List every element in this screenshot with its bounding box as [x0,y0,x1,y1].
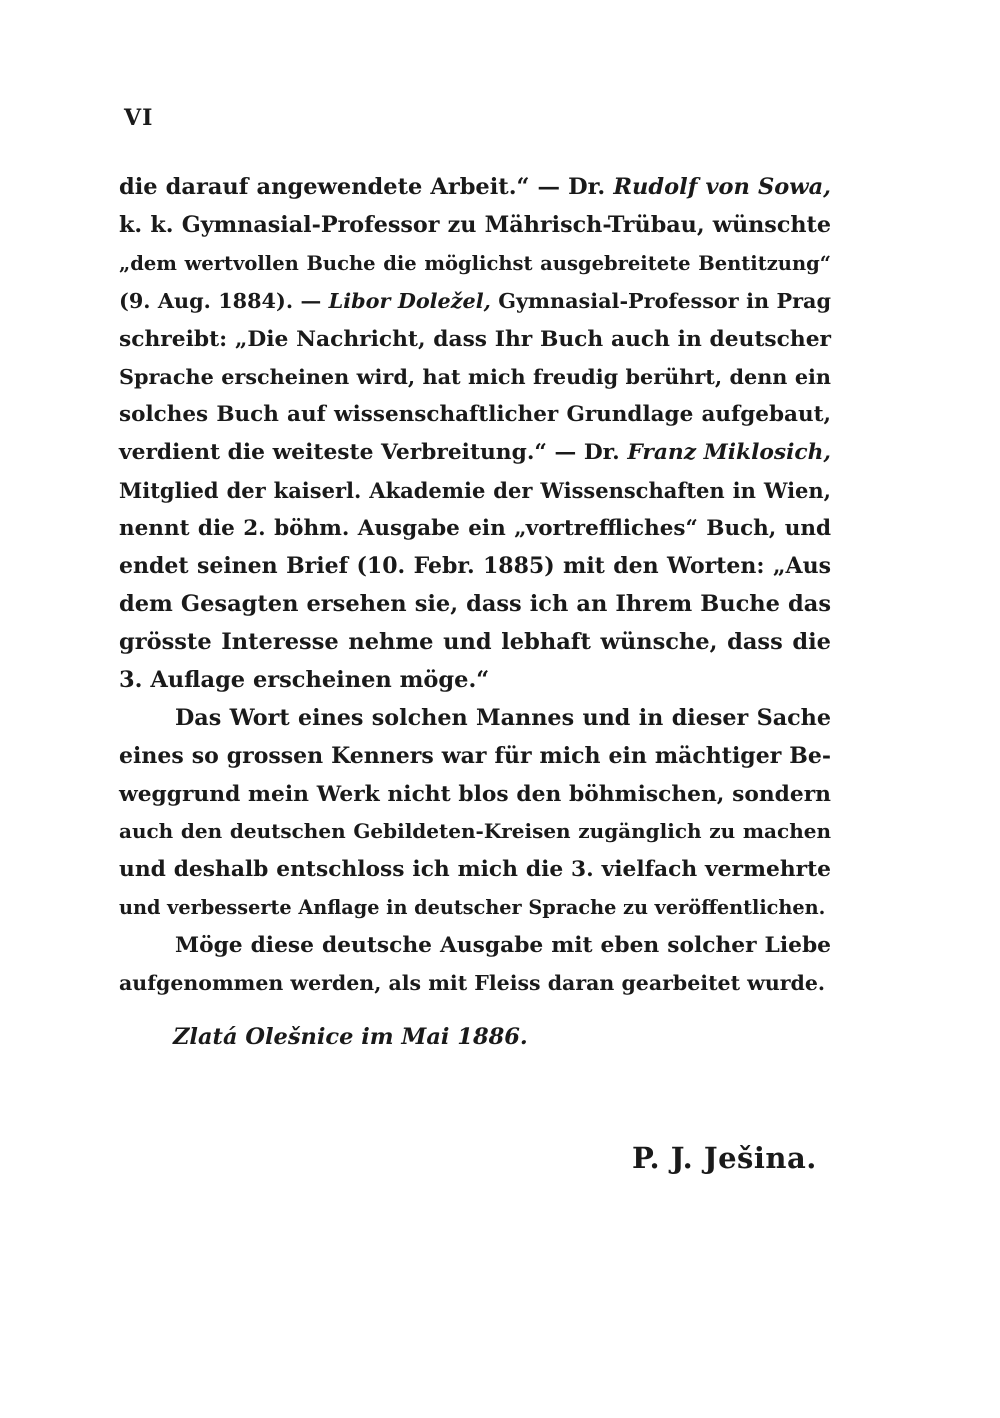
text-line: schreibt: „Die Nachricht, dass Ihr Buch auch in deutscher [119,326,831,352]
paragraph-wish [119,927,831,1003]
paragraph-testimonials [119,169,831,700]
text-line: auch den deutschen Gebildeten-Kreisen zugänglich zu machen [119,819,831,844]
paragraph-motivation [119,700,831,927]
text-line: 3. Auflage erscheinen möge.“ [119,666,490,693]
text-line: Mitglied der kaiserl. Akademie der Wissenschaften in Wien, [119,478,831,504]
text-line: verdient die weiteste Verbreitung.“ — Dr. Franz Miklosich, [119,440,831,466]
text-line: Das Wort eines solchen Mannes und in dieser Sache [175,704,831,731]
text-line: grösste Interesse nehme und lebhaft wünsche, dass die [119,628,831,655]
person-name: Franz Miklosich, [627,440,831,466]
text-line: „dem wertvollen Buche die möglichst ausgebreitete Bentitzung“ [119,251,831,275]
text-line: und verbesserte Anflage in deutscher Sprache zu veröffentlichen. [119,896,826,920]
person-name: Libor Doležel, [328,288,491,313]
page-number: VI [124,105,154,131]
text-line: k. k. Gymnasial-Professor zu Mährisch-Trübau, wünschte [119,211,831,238]
text-line: weggrund mein Werk nicht blos den böhmischen, sondern [119,781,831,807]
place-and-date: Zlatá Olešnice im Mai 1886. [173,1024,528,1050]
text-line: und deshalb entschloss ich mich die 3. vielfach vermehrte [119,857,831,883]
text-line: eines so grossen Kenners war für mich ein mächtiger Be- [119,742,831,769]
text-line: endet seinen Brief (10. Febr. 1885) mit den Worten: „Aus [119,553,831,580]
text-line: die darauf angewendete Arbeit.“ — Dr. Rudolf von Sowa, [119,174,831,200]
text-line: aufgenommen werden, als mit Fleiss daran gearbeitet wurde. [119,971,826,996]
author-signature: P. J. Ješina. [632,1141,817,1175]
text-line: Möge diese deutsche Ausgabe mit eben solcher Liebe [175,933,831,959]
text-line: solches Buch auf wissenschaftlicher Grundlage aufgebaut, [119,402,831,428]
text-line: (9. Aug. 1884). — Libor Doležel, Gymnasial-Professor in Prag [119,288,832,313]
body-text [119,169,831,1003]
text-line: Sprache erscheinen wird, hat mich freudig berührt, denn ein [119,364,831,389]
text-line: dem Gesagten ersehen sie, dass ich an Ihrem Buche das [119,590,831,617]
text-line: nennt die 2. böhm. Ausgabe ein „vortreffliches“ Buch, und [119,516,831,542]
person-name: Rudolf von Sowa, [613,174,831,200]
